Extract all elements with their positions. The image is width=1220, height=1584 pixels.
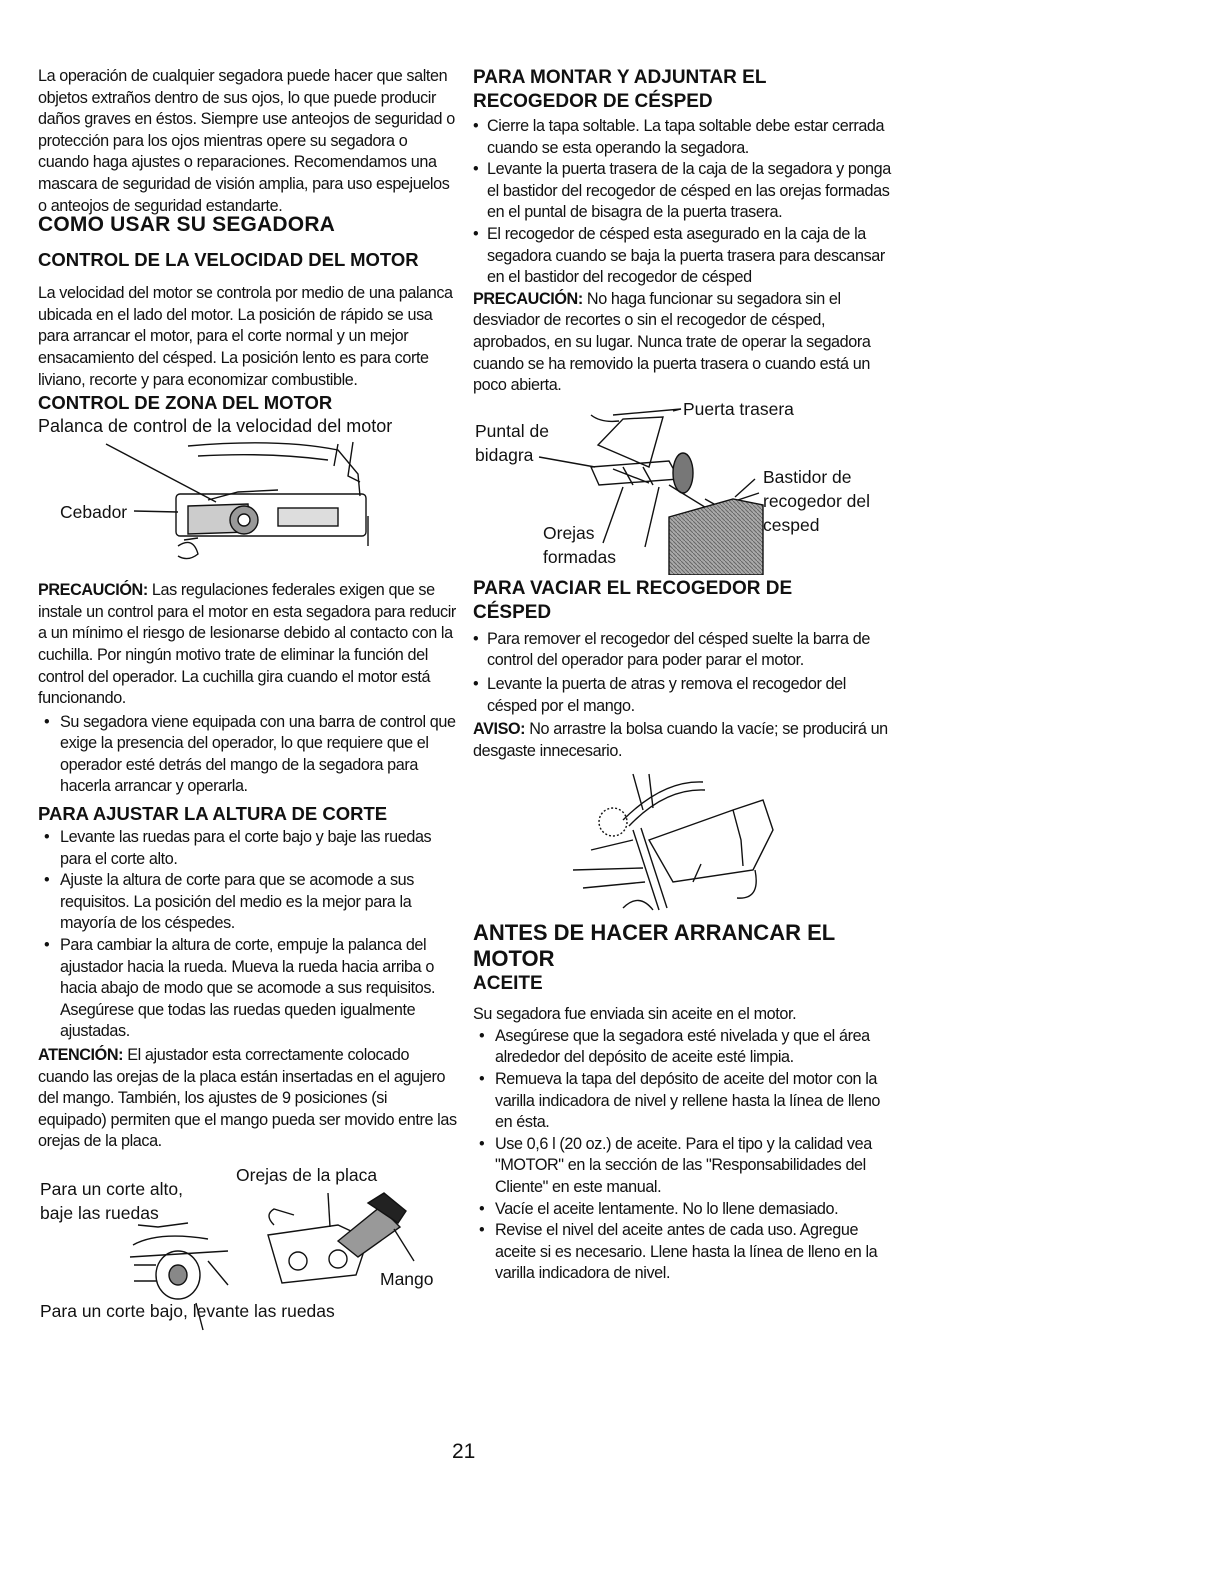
wheel-adjuster-illustration <box>38 1165 458 1335</box>
velocidad-text: La velocidad del motor se controla por medio de una palanca ubicada en el lado del motor. La posición de rápido se usa para arrancar el motor, para el corte normal y un mejor ensacamiento del césped. La posición lento es para corte liviano, recorte y para economizar combustible. <box>38 284 453 389</box>
list-item: • Remueva la tapa del depósito de aceite del motor con la varilla indicadora de nivel y rellene hasta la línea de lleno en ésta. <box>473 1069 898 1134</box>
left-column <box>38 66 458 1335</box>
atencion-paragraph <box>38 1045 458 1153</box>
corte-alto-label: Para un corte alto, baje las ruedas <box>40 1178 183 1223</box>
right-column <box>473 66 898 1285</box>
list-item: • Revise el nivel del aceite antes de cada uso. Agregue aceite si es necesario. Llene hasta la línea de lleno en la varilla indicadora de nivel. <box>473 1220 898 1285</box>
grass-catcher-illustration <box>473 397 898 575</box>
vaciar-heading: PARA VACIAR EL RECOGEDOR DE CÉSPED <box>473 577 793 623</box>
bag-emptying-illustration <box>473 770 898 920</box>
antes-heading: ANTES DE HACER ARRANCAR EL MOTOR <box>473 920 835 972</box>
throttle-figure <box>38 416 458 576</box>
rear-door-figure <box>473 397 898 575</box>
empty-bag-figure <box>473 770 898 920</box>
list-item: • Cierre la tapa soltable. La tapa soltable debe estar cerrada cuando se esta operando la segadora. <box>473 116 898 159</box>
aceite-bullets <box>473 1026 898 1285</box>
list-item: • Asegúrese que la segadora esté nivelada y que el área alrededor del depósito de aceite esté limpia. <box>473 1026 898 1069</box>
aviso-text: No arrastre la bolsa cuando la vacíe; se producirá un desgaste innecesario. <box>473 720 888 760</box>
altura-bullets <box>38 827 458 1043</box>
list-item: • Su segadora viene equipada con una barra de control que exige la presencia del operador, lo que requiere que el operador esté detrás del mango de la segadora para hacerla arrancar y operarla. <box>38 712 458 798</box>
aviso-paragraph <box>473 719 898 762</box>
corte-bajo-label: Para un corte bajo, levante las ruedas <box>40 1300 335 1321</box>
orejas-placa-label: Orejas de la placa <box>236 1164 378 1185</box>
vaciar-bullets <box>473 629 898 717</box>
list-item: • Ajuste la altura de corte para que se acomode a sus requisitos. La posición del medio es la mejor para la mayoría de los céspedes. <box>38 870 458 935</box>
precaucion-bullets <box>38 712 458 798</box>
atencion-text: El ajustador esta correctamente colocado cuando las orejas de la placa están insertadas en el agujero del mango. También, los ajustes de 9 posiciones (si equipado) permiten que el mango pueda ser movido entre las orejas de la placa. <box>38 1046 457 1151</box>
altura-heading: PARA AJUSTAR LA ALTURA DE CORTE <box>38 803 388 825</box>
list-item: • Levante la puerta trasera de la caja de la segadora y ponga el bastidor del recogedor de césped en las orejas formadas en el puntal de bisagra de la puerta trasera. <box>473 159 898 224</box>
list-item: • Levante las ruedas para el corte bajo y baje las ruedas para el corte alto. <box>38 827 458 870</box>
precaucion-right <box>473 289 898 397</box>
precaucion-label: PRECAUCIÓN: <box>473 289 583 308</box>
montar-heading: PARA MONTAR Y ADJUNTAR EL RECOGEDOR DE CÉSPED <box>473 67 767 112</box>
safety-intro: La operación de cualquier segadora puede hacer que salten objetos extraños dentro de sus ojos, lo que puede producir daños graves en éstos. Siempre use anteojos de seguridad o protección para los ojos mientras opere su segadora o cuando haga ajustes o reparaciones. Recomendamos una mascara de seguridad de visión amplia, para uso espejuelos o anteojos de seguridad estandarte. <box>38 67 455 215</box>
list-item: • Vacíe el aceite lentamente. No lo llene demasiado. <box>473 1199 898 1221</box>
list-item: • Use 0,6 l (20 oz.) de aceite. Para el tipo y la calidad vea "MOTOR" en la sección de las "Responsabilidades del Cliente" en este manual. <box>473 1134 898 1199</box>
aceite-text: Su segadora fue enviada sin aceite en el motor. <box>473 1005 797 1024</box>
engine-illustration <box>38 416 458 576</box>
atencion-label: ATENCIÓN: <box>38 1046 124 1064</box>
palanca-label: Palanca de control de la velocidad del motor <box>38 416 393 437</box>
mango-label: Mango <box>380 1268 434 1289</box>
orejas-formadas-label: Orejas formadas <box>543 522 616 567</box>
page-number: 21 <box>452 1440 476 1463</box>
list-item: • Levante la puerta de atras y remova el recogedor del césped por el mango. <box>473 674 898 717</box>
puerta-trasera-label: Puerta trasera <box>683 398 794 419</box>
cebador-label: Cebador <box>60 502 128 523</box>
aceite-heading: ACEITE <box>473 973 543 995</box>
list-item: • El recogedor de césped esta asegurado en la caja de la segadora cuando se baja la puerta trasera para descansar en el bastidor del recogedor de césped <box>473 224 898 289</box>
bastidor-label: Bastidor de recogedor del cesped <box>763 466 871 535</box>
cut-height-figure <box>38 1165 458 1335</box>
como-usar-heading: COMO USAR SU SEGADORA <box>38 213 336 237</box>
puntal-label: Puntal de bidagra <box>475 420 549 465</box>
precaucion-text: Las regulaciones federales exigen que se instale un control para el motor en esta segadora para reducir a un mínimo el riesgo de lesionarse debido al contacto con la cuchilla. Por ningún motivo trate de eliminar la función del control del operador. La cuchilla gira cuando el motor está funcionando. <box>38 581 456 708</box>
precaucion-text: No haga funcionar su segadora sin el desviador de recortes o sin el recogedor de césped, aprobados, en su lugar. Nunca trate de operar la segadora cuando se ha removido la puerta trasera o cuando está un poco abierta. <box>473 289 871 395</box>
list-item: • Para cambiar la altura de corte, empuje la palanca del ajustador hacia la rueda. Mueva la rueda hacia arriba o hacia abajo de modo que se acomode a sus requisitos. Asegúrese que todas las ruedas queden igualmente ajustadas. <box>38 935 458 1043</box>
precaucion-left <box>38 580 458 710</box>
zona-heading: CONTROL DE ZONA DEL MOTOR <box>38 392 333 414</box>
montar-bullets <box>473 116 898 289</box>
precaucion-label: PRECAUCIÓN: <box>38 581 148 600</box>
velocidad-heading: CONTROL DE LA VELOCIDAD DEL MOTOR <box>38 249 419 271</box>
aviso-label: AVISO: <box>473 720 526 739</box>
list-item: • Para remover el recogedor del césped suelte la barra de control del operador para poder parar el motor. <box>473 629 898 672</box>
